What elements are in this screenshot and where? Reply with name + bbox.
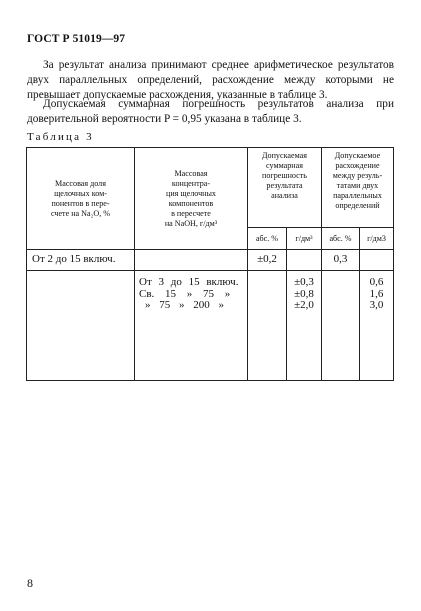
subheader-gdm-error: г/дм³ — [295, 233, 313, 243]
table-row1-bottom — [26, 270, 394, 271]
row2-ranges: От 3 до 15 включ. Св. 15 » 75 » » 75 » 200 » — [139, 276, 239, 311]
table-header-bottom — [26, 249, 394, 250]
page-number: 8 — [27, 576, 33, 590]
row1-abs-divergence: 0,3 — [333, 253, 348, 265]
header-mass-fraction: Массовая доля щелочных ком- понентов в пере- счете на Na₂O, % — [50, 178, 111, 218]
header-total-error: Допускаемая суммарная погрешность результата анализа — [262, 151, 307, 200]
header-mass-concentration: Массовая концентра- ция щелочных компонентов в пересчете на NaOH, г/дм³ — [164, 168, 218, 228]
row1-range: От 2 до 15 включ. — [32, 253, 116, 265]
table-border-right — [393, 147, 394, 381]
paragraph-error: Допускаемая суммарная погрешность результатов анализа при доверительной вероятности P = 0,95 указана в таблице 3. — [27, 98, 394, 125]
paragraph-result-average: За результат анализа принимают среднее арифметическое результатов двух параллельных определений, расхождение между которыми не превышает допускаемые расхождения, указанные в таблице 3. — [27, 59, 394, 101]
row2-gdm-error: ±0,3 ±0,8 ±2,0 — [294, 276, 314, 311]
header-allowed-divergence: Допускаемое расхождение между резуль- татами двух параллельных определений — [332, 151, 383, 210]
table-border-bottom — [26, 380, 394, 381]
subheader-gdm-divergence: г/дм3 — [367, 233, 386, 243]
table-3 — [26, 147, 394, 381]
table-caption: Таблица 3 — [27, 131, 94, 143]
subheader-abs-percent-error: абс. % — [255, 233, 279, 243]
row1-abs-error: ±0,2 — [257, 253, 277, 265]
row2-gdm-divergence: 0,6 1,6 3,0 — [369, 276, 384, 311]
document-header: ГОСТ Р 51019—97 — [27, 33, 126, 45]
subheader-abs-percent-divergence: абс. % — [329, 233, 352, 243]
